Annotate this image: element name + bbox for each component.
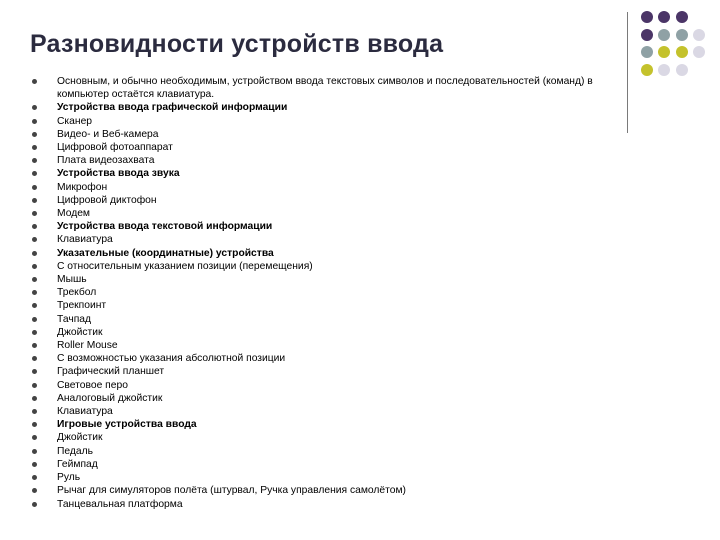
list-item: Аналоговый джойстик — [30, 392, 630, 405]
bullet-list — [30, 75, 630, 511]
list-heading: Указательные (координатные) устройства — [30, 247, 630, 260]
slide-title: Разновидности устройств ввода — [30, 30, 444, 58]
list-heading: Устройства ввода графической информации — [30, 101, 630, 114]
list-item: Джойстик — [30, 431, 630, 444]
decorative-dot — [693, 29, 705, 41]
decorative-dot — [693, 46, 705, 58]
list-item: Педаль — [30, 445, 630, 458]
decorative-dot — [641, 29, 653, 41]
decorative-dot — [641, 11, 653, 23]
decorative-dot — [641, 46, 653, 58]
decorative-dot — [658, 64, 670, 76]
decorative-dot — [658, 11, 670, 23]
list-item: Рычаг для симуляторов полёта (штурвал, Ручка управления самолётом) — [30, 484, 630, 497]
list-item: Тачпад — [30, 313, 630, 326]
decorative-dot — [676, 29, 688, 41]
list-item: Танцевальная платформа — [30, 498, 630, 511]
list-item: Плата видеозахвата — [30, 154, 630, 167]
list-item: Клавиатура — [30, 405, 630, 418]
list-item: Мышь — [30, 273, 630, 286]
list-item: Цифровой фотоаппарат — [30, 141, 630, 154]
decorative-dot-grid — [639, 11, 720, 121]
list-item: Клавиатура — [30, 233, 630, 246]
decorative-dot — [658, 46, 670, 58]
decorative-dot — [676, 11, 688, 23]
list-heading: Устройства ввода звука — [30, 167, 630, 180]
list-item: Графический планшет — [30, 365, 630, 378]
decorative-dot — [658, 29, 670, 41]
list-item: Видео- и Веб-камера — [30, 128, 630, 141]
list-item: Трекпоинт — [30, 299, 630, 312]
list-item: Модем — [30, 207, 630, 220]
list-item: Цифровой диктофон — [30, 194, 630, 207]
list-item: Микрофон — [30, 181, 630, 194]
list-item: Roller Mouse — [30, 339, 630, 352]
list-item: Трекбол — [30, 286, 630, 299]
decorative-dot — [676, 64, 688, 76]
list-item: С относительным указанием позиции (перемещения) — [30, 260, 630, 273]
list-item: Основным, и обычно необходимым, устройством ввода текстовых символов и последовательностей (команд) в компьютер остаётся клавиатура. — [30, 75, 630, 101]
list-item: Геймпад — [30, 458, 630, 471]
list-item: С возможностью указания абсолютной позиции — [30, 352, 630, 365]
list-heading: Устройства ввода текстовой информации — [30, 220, 630, 233]
decorative-dot — [641, 64, 653, 76]
list-item: Световое перо — [30, 379, 630, 392]
list-heading: Игровые устройства ввода — [30, 418, 630, 431]
list-item: Сканер — [30, 115, 630, 128]
list-item: Джойстик — [30, 326, 630, 339]
decorative-dot — [676, 46, 688, 58]
list-item: Руль — [30, 471, 630, 484]
